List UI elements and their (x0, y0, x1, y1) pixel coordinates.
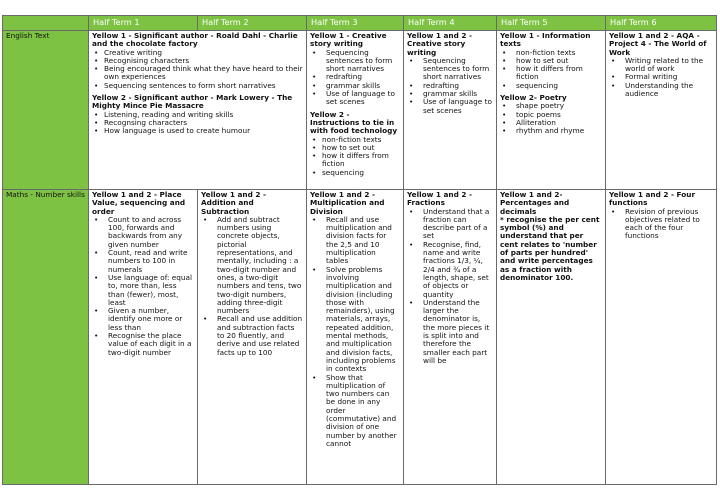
list-item: • Writing related to the world of work (621, 57, 713, 74)
list-item: • grammar skills (322, 82, 400, 90)
english-ht3-y2-list (310, 136, 400, 177)
maths-ht2-cell (198, 190, 307, 485)
list-item: • Given a number, identify one more or less than (104, 307, 194, 332)
header-half-term-1: Half Term 1 (89, 16, 198, 31)
row-label-english: English Text (3, 31, 89, 190)
maths-ht6-title: Yellow 1 and 2 - Four functions (609, 190, 696, 208)
list-item: • Alliteration (512, 119, 602, 127)
list-item: • Use of language to set scenes (322, 90, 400, 107)
english-y2-list (92, 111, 303, 136)
curriculum-table (2, 15, 717, 485)
maths-ht4-cell (404, 190, 497, 485)
list-item: • redrafting (322, 73, 400, 81)
english-y2-title: Yellow 2 - Significant author - Mark Lowery - The Mighty Mince Pie Massacre (92, 93, 293, 111)
maths-ht1-cell (89, 190, 198, 485)
maths-ht6-list (609, 208, 713, 241)
english-y1-list (92, 49, 303, 90)
list-item: • Being encouraged think what they have heard to their own experiences (104, 65, 303, 82)
list-item: • grammar skills (419, 90, 493, 98)
list-item: • Understand the larger the denominator is, the more pieces it is split into and therefore the smaller each part will be (419, 299, 493, 365)
list-item: • Use language of: equal to, more than, less than (fewer), most, least (104, 274, 194, 307)
list-item: • how it differs from fiction (512, 65, 602, 82)
english-ht3-y2-title: Yellow 2 - Instructions to tie in with food technology (310, 109, 398, 136)
list-item: • Listening, reading and writing skills (104, 111, 303, 119)
header-half-term-3: Half Term 3 (307, 16, 404, 31)
list-item: • topic poems (512, 111, 602, 119)
list-item: • Creative writing (104, 49, 303, 57)
maths-ht4-title: Yellow 1 and 2 - Fractions (407, 190, 473, 208)
maths-ht3-title: Yellow 1 and 2 - Multiplication and Division (310, 190, 385, 216)
list-item: • Revision of previous objectives related to each of the four functions (621, 208, 713, 241)
list-item: • Count to and across 100, forwards and backwards from any given number (104, 216, 194, 249)
english-ht6-list (609, 57, 713, 98)
list-item: • Recognise, find, name and write fractions 1/3, ¼, 2/4 and ¾ of a length, shape, set of objects or quantity (419, 241, 493, 299)
list-item: • Understand that a fraction can describe part of a set (419, 208, 493, 241)
english-ht5-cell (497, 31, 606, 190)
list-item: • Sequencing sentences to form short narratives (419, 57, 493, 82)
english-ht1-2-cell (89, 31, 307, 190)
header-blank (3, 16, 89, 31)
english-text-row (3, 31, 717, 190)
maths-ht2-list (201, 216, 303, 357)
list-item: • sequencing (512, 82, 602, 90)
maths-number-skills-row (3, 190, 717, 485)
list-item: • Recognsing characters (104, 119, 303, 127)
list-item: • how to set out (322, 144, 400, 152)
list-item: • Show that multiplication of two numbers can be done in any order (commutative) and division of one number by another cannot (322, 374, 400, 449)
english-ht3-y1-title: Yellow 1 - Creative story writing (310, 31, 387, 49)
list-item: • Sequencing sentences to form short narratives (104, 82, 303, 90)
maths-ht3-cell (307, 190, 404, 485)
english-ht3-y1-list (310, 49, 400, 107)
header-row (3, 16, 717, 31)
header-half-term-6: Half Term 6 (606, 16, 717, 31)
list-item: • non-fiction texts (322, 136, 400, 144)
english-ht6-cell (606, 31, 717, 190)
maths-ht1-title: Yellow 1 and 2 - Place Value, sequencing and order (92, 190, 186, 216)
english-ht5-y2-title: Yellow 2- Poetry (500, 93, 567, 103)
list-item: • Add and subtract numbers using concrete objects, pictorial representations, and mentally, including : a two-digit number and ones, a two-digit numbers and tens, two two-digit numbers, adding three-digit numbers (213, 216, 303, 316)
list-item: • Count, read and write numbers to 100 in numerals (104, 249, 194, 274)
english-ht6-title: Yellow 1 and 2 - AQA - Project 4 - The World of Work (609, 31, 707, 57)
list-item: • rhythm and rhyme (512, 127, 602, 135)
maths-ht2-title: Yellow 1 and 2 - Addition and Subtraction (201, 190, 267, 216)
list-item: • how to set out (512, 57, 602, 65)
english-ht5-y1-list (500, 49, 602, 90)
list-item: • Recognising characters (104, 57, 303, 65)
header-half-term-2: Half Term 2 (198, 16, 307, 31)
maths-ht3-list (310, 216, 400, 448)
list-item: • Recall and use multiplication and division facts for the 2,5 and 10 multiplication tables (322, 216, 400, 266)
list-item: • redrafting (419, 82, 493, 90)
list-item: • sequencing (322, 169, 400, 177)
maths-ht5-cell (497, 190, 606, 485)
list-item: • Solve problems involving multiplication and division (including those with remainders), using materials, arrays, repeated addition, mental methods, and multiplication and division facts, including problems in contexts (322, 266, 400, 374)
list-item: • Recall and use addition and subtraction facts to 20 fluently, and derive and use related facts up to 100 (213, 315, 303, 356)
header-half-term-5: Half Term 5 (497, 16, 606, 31)
english-y1-title: Yellow 1 - Significant author - Roald Dahl - Charlie and the chocolate factory (92, 31, 298, 49)
list-item: • Understanding the audience (621, 82, 713, 99)
english-ht3-cell (307, 31, 404, 190)
list-item: • how it differs from fiction (322, 152, 400, 169)
english-ht5-y1-title: Yellow 1 - Information texts (500, 31, 591, 49)
list-item: • Recognise the place value of each digit in a two-digit number (104, 332, 194, 357)
row-label-maths: Maths - Number skills (3, 190, 89, 485)
english-ht4-title: Yellow 1 and 2 - Creative story writing (407, 31, 473, 57)
header-half-term-4: Half Term 4 (404, 16, 497, 31)
list-item: • Formal writing (621, 73, 713, 81)
english-ht4-cell (404, 31, 497, 190)
list-item: • How language is used to create humour (104, 127, 303, 135)
list-item: • Use of language to set scenes (419, 98, 493, 115)
maths-ht5-body: * recognise the per cent symbol (%) and understand that per cent relates to 'number of parts per hundred' and write percentages as a fraction with denominator 100. (500, 214, 600, 282)
maths-ht6-cell (606, 190, 717, 485)
english-ht4-list (407, 57, 493, 115)
maths-ht5-title: Yellow 1 and 2- Percentages and decimals (500, 190, 570, 216)
maths-ht1-list (92, 216, 194, 357)
list-item: • shape poetry (512, 102, 602, 110)
english-ht5-y2-list (500, 102, 602, 135)
list-item: • Sequencing sentences to form short narratives (322, 49, 400, 74)
maths-ht4-list (407, 208, 493, 366)
list-item: • non-fiction texts (512, 49, 602, 57)
